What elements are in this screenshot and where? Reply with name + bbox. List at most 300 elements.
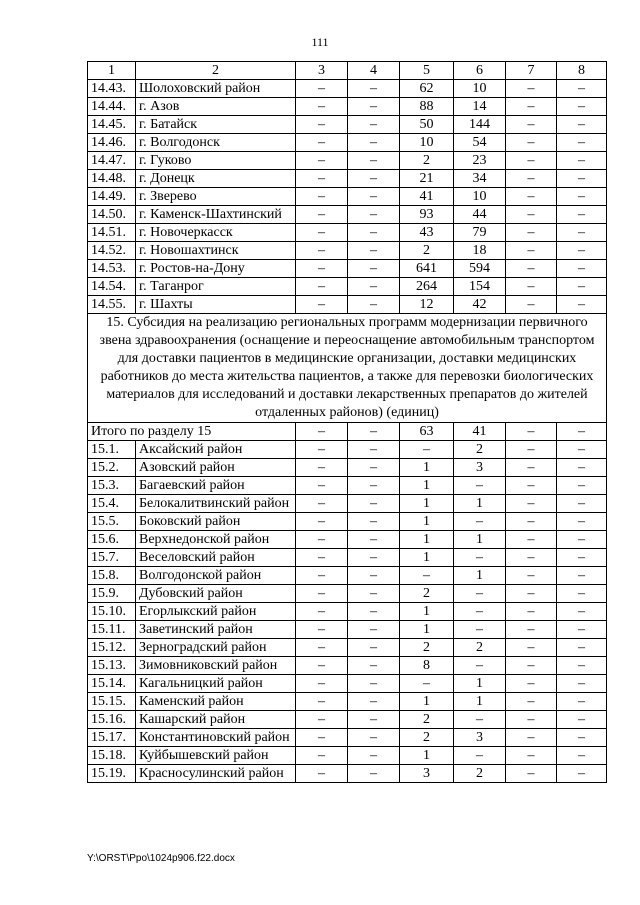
table-row [88,513,607,531]
column-number-cell: 6 [454,62,506,80]
value-cell: 154 [454,278,506,296]
district-name-cell: г. Донецк [136,170,296,188]
value-cell: – [557,423,607,441]
value-cell: – [400,567,454,585]
section-title-row [88,314,607,423]
value-cell: – [296,260,348,278]
value-cell: – [506,477,557,495]
value-cell: – [506,621,557,639]
column-number-cell: 7 [506,62,557,80]
value-cell: – [296,296,348,314]
value-cell: – [557,188,607,206]
row-number-cell: 15.2. [88,459,136,477]
row-number-cell: 14.43. [88,80,136,98]
value-cell: – [454,549,506,567]
value-cell: – [557,296,607,314]
district-name-cell: г. Зверево [136,188,296,206]
table-row [88,639,607,657]
value-cell: – [296,729,348,747]
value-cell: – [506,134,557,152]
row-number-cell: 14.55. [88,296,136,314]
row-number-cell: 15.3. [88,477,136,495]
value-cell: – [348,657,400,675]
table-row [88,206,607,224]
section-total-label: Итого по разделу 15 [88,423,296,441]
district-name-cell: Белокалитвинский район [136,495,296,513]
value-cell: – [348,513,400,531]
value-cell: – [454,477,506,495]
row-number-cell: 15.10. [88,603,136,621]
value-cell: – [348,459,400,477]
district-name-cell: Константиновский район [136,729,296,747]
value-cell: – [348,621,400,639]
row-number-cell: 15.13. [88,657,136,675]
value-cell: – [454,747,506,765]
value-cell: – [506,639,557,657]
value-cell: – [557,477,607,495]
table-row [88,621,607,639]
section-15-title: 15. Субсидия на реализацию региональных программ модернизации первичного звена здравоохранения (оснащение и переоснащение автомобильным транспортом для доставки пациентов в медицинские организации, доставки медицинских работников до места жительства пациентов, а также для перевозки биологических материалов для исследований и доставки лекарственных препаратов до жителей отдаленных районов) (единиц) [88,314,607,423]
value-cell: 43 [400,224,454,242]
value-cell: – [506,603,557,621]
value-cell: 1 [400,621,454,639]
value-cell: – [506,657,557,675]
value-cell: – [296,549,348,567]
district-name-cell: Заветинский район [136,621,296,639]
value-cell: – [557,224,607,242]
table-row [88,296,607,314]
value-cell: – [506,459,557,477]
page-number: 111 [311,35,329,49]
value-cell: 3 [454,729,506,747]
value-cell: – [348,224,400,242]
row-number-cell: 14.53. [88,260,136,278]
value-cell: – [348,603,400,621]
value-cell: 2 [400,242,454,260]
district-name-cell: г. Новочеркасск [136,224,296,242]
column-number-cell: 5 [400,62,454,80]
value-cell: – [296,441,348,459]
value-cell: – [557,531,607,549]
district-name-cell: Шолоховский район [136,80,296,98]
value-cell: – [296,278,348,296]
district-name-cell: Аксайский район [136,441,296,459]
value-cell: 34 [454,170,506,188]
value-cell: – [506,729,557,747]
table-row [88,693,607,711]
table-row [88,242,607,260]
row-number-cell: 15.6. [88,531,136,549]
row-number-cell: 15.9. [88,585,136,603]
table-row [88,585,607,603]
row-number-cell: 15.18. [88,747,136,765]
value-cell: – [296,170,348,188]
district-name-cell: Кашарский район [136,711,296,729]
value-cell: 2 [454,441,506,459]
value-cell: – [557,675,607,693]
value-cell: – [296,206,348,224]
value-cell: – [348,278,400,296]
row-number-cell: 15.16. [88,711,136,729]
row-number-cell: 14.45. [88,116,136,134]
value-cell: 62 [400,80,454,98]
district-name-cell: г. Гуково [136,152,296,170]
value-cell: – [557,242,607,260]
value-cell: 1 [400,495,454,513]
column-number-cell: 1 [88,62,136,80]
value-cell: – [506,260,557,278]
table-row [88,116,607,134]
value-cell: – [506,747,557,765]
district-name-cell: г. Шахты [136,296,296,314]
table-row [88,747,607,765]
value-cell: – [348,80,400,98]
value-cell: – [348,729,400,747]
table-row [88,531,607,549]
district-name-cell: Егорлыкский район [136,603,296,621]
value-cell: – [506,693,557,711]
value-cell: – [454,711,506,729]
value-cell: – [506,675,557,693]
value-cell: – [454,657,506,675]
value-cell: – [557,152,607,170]
value-cell: 10 [454,188,506,206]
value-cell: – [296,224,348,242]
value-cell: 1 [454,531,506,549]
table-row [88,711,607,729]
value-cell: – [506,116,557,134]
value-cell: – [557,170,607,188]
value-cell: – [296,134,348,152]
value-cell: 264 [400,278,454,296]
column-number-cell: 4 [348,62,400,80]
value-cell: – [506,188,557,206]
district-name-cell: г. Батайск [136,116,296,134]
value-cell: – [557,585,607,603]
value-cell: 1 [400,459,454,477]
row-number-cell: 14.48. [88,170,136,188]
value-cell: – [557,459,607,477]
table-row [88,567,607,585]
value-cell: – [296,116,348,134]
district-name-cell: Азовский район [136,459,296,477]
district-name-cell: г. Волгодонск [136,134,296,152]
value-cell: – [506,549,557,567]
district-name-cell: Дубовский район [136,585,296,603]
value-cell: – [557,98,607,116]
value-cell: 1 [400,531,454,549]
value-cell: – [557,621,607,639]
value-cell: – [506,495,557,513]
section-total-row [88,423,607,441]
row-number-cell: 14.51. [88,224,136,242]
value-cell: – [296,603,348,621]
table-row [88,278,607,296]
value-cell: 641 [400,260,454,278]
value-cell: 14 [454,98,506,116]
value-cell: 1 [400,747,454,765]
value-cell: – [557,711,607,729]
value-cell: – [506,296,557,314]
value-cell: – [557,639,607,657]
row-number-cell: 14.46. [88,134,136,152]
value-cell: – [557,747,607,765]
table-row [88,170,607,188]
district-name-cell: Боковский район [136,513,296,531]
district-name-cell: Зимовниковский район [136,657,296,675]
value-cell: – [296,711,348,729]
table-row [88,188,607,206]
value-cell: 41 [454,423,506,441]
value-cell: 50 [400,116,454,134]
value-cell: – [557,80,607,98]
row-number-cell: 15.1. [88,441,136,459]
table-row [88,224,607,242]
subsidy-table [87,61,607,783]
value-cell: – [296,80,348,98]
value-cell: – [296,585,348,603]
table-row [88,477,607,495]
value-cell: – [296,531,348,549]
value-cell: – [557,603,607,621]
value-cell: 594 [454,260,506,278]
value-cell: – [506,170,557,188]
value-cell: – [348,170,400,188]
value-cell: – [296,693,348,711]
row-number-cell: 15.11. [88,621,136,639]
value-cell: – [296,152,348,170]
value-cell: – [348,567,400,585]
value-cell: 2 [400,711,454,729]
value-cell: – [348,206,400,224]
value-cell: – [296,513,348,531]
value-cell: 1 [454,693,506,711]
column-number-cell: 8 [557,62,607,80]
value-cell: – [454,585,506,603]
value-cell: 8 [400,657,454,675]
value-cell: 10 [400,134,454,152]
value-cell: 1 [454,567,506,585]
value-cell: – [348,423,400,441]
row-number-cell: 15.5. [88,513,136,531]
value-cell: – [506,80,557,98]
row-number-cell: 15.14. [88,675,136,693]
table-row [88,260,607,278]
value-cell: 12 [400,296,454,314]
value-cell: 79 [454,224,506,242]
district-name-cell: г. Азов [136,98,296,116]
district-name-cell: г. Ростов-на-Дону [136,260,296,278]
table-row [88,549,607,567]
column-number-cell: 3 [296,62,348,80]
value-cell: – [454,513,506,531]
value-cell: – [506,513,557,531]
value-cell: – [348,747,400,765]
district-name-cell: Веселовский район [136,549,296,567]
row-number-cell: 14.50. [88,206,136,224]
value-cell: 3 [400,765,454,783]
value-cell: – [296,459,348,477]
column-number-row [88,62,607,80]
value-cell: – [296,621,348,639]
value-cell: – [557,693,607,711]
value-cell: – [296,242,348,260]
value-cell: 2 [454,765,506,783]
table-row [88,675,607,693]
value-cell: 2 [400,585,454,603]
value-cell: 63 [400,423,454,441]
value-cell: – [348,116,400,134]
footer-file-path: Y:\ORST\Ppo\1024p906.f22.docx [87,853,235,864]
value-cell: – [348,296,400,314]
value-cell: – [296,639,348,657]
value-cell: – [348,98,400,116]
district-name-cell: Куйбышевский район [136,747,296,765]
value-cell: – [454,621,506,639]
table-row [88,657,607,675]
value-cell: 1 [400,693,454,711]
value-cell: – [557,495,607,513]
table-row [88,729,607,747]
value-cell: – [557,567,607,585]
value-cell: – [506,152,557,170]
value-cell: 10 [454,80,506,98]
value-cell: 1 [400,603,454,621]
value-cell: – [557,657,607,675]
table-row [88,134,607,152]
row-number-cell: 15.7. [88,549,136,567]
table-row [88,152,607,170]
value-cell: – [400,675,454,693]
value-cell: – [506,224,557,242]
value-cell: – [506,567,557,585]
value-cell: – [557,765,607,783]
value-cell: 2 [400,729,454,747]
table-row [88,98,607,116]
value-cell: – [348,134,400,152]
value-cell: – [506,441,557,459]
row-number-cell: 15.8. [88,567,136,585]
value-cell: – [348,495,400,513]
value-cell: – [400,441,454,459]
value-cell: 41 [400,188,454,206]
district-name-cell: Волгодонской район [136,567,296,585]
district-name-cell: Кагальницкий район [136,675,296,693]
value-cell: – [296,98,348,116]
table-row [88,495,607,513]
value-cell: – [506,711,557,729]
value-cell: – [506,531,557,549]
value-cell: – [296,423,348,441]
district-name-cell: Верхнедонской район [136,531,296,549]
value-cell: 2 [400,639,454,657]
value-cell: – [296,657,348,675]
value-cell: – [348,549,400,567]
value-cell: – [348,441,400,459]
value-cell: – [348,585,400,603]
value-cell: – [296,477,348,495]
value-cell: – [557,206,607,224]
value-cell: 21 [400,170,454,188]
district-name-cell: Зерноградский район [136,639,296,657]
value-cell: 54 [454,134,506,152]
value-cell: 23 [454,152,506,170]
table-row [88,603,607,621]
value-cell: 1 [454,675,506,693]
value-cell: 1 [454,495,506,513]
value-cell: – [557,116,607,134]
row-number-cell: 15.4. [88,495,136,513]
value-cell: 1 [400,477,454,495]
value-cell: 1 [400,549,454,567]
district-name-cell: г. Таганрог [136,278,296,296]
value-cell: – [506,242,557,260]
value-cell: – [348,152,400,170]
value-cell: – [348,639,400,657]
value-cell: – [506,98,557,116]
value-cell: – [296,675,348,693]
value-cell: 93 [400,206,454,224]
value-cell: 2 [400,152,454,170]
value-cell: – [557,729,607,747]
value-cell: – [348,260,400,278]
district-name-cell: Багаевский район [136,477,296,495]
value-cell: 18 [454,242,506,260]
value-cell: – [506,423,557,441]
district-name-cell: Красносулинский район [136,765,296,783]
row-number-cell: 14.54. [88,278,136,296]
value-cell: – [506,585,557,603]
row-number-cell: 14.44. [88,98,136,116]
value-cell: – [348,675,400,693]
value-cell: 3 [454,459,506,477]
value-cell: – [557,549,607,567]
value-cell: – [348,188,400,206]
value-cell: – [506,765,557,783]
value-cell: 144 [454,116,506,134]
district-name-cell: Каменский район [136,693,296,711]
value-cell: – [348,477,400,495]
value-cell: – [506,206,557,224]
value-cell: – [296,765,348,783]
value-cell: – [348,693,400,711]
value-cell: – [348,531,400,549]
value-cell: – [557,513,607,531]
row-number-cell: 15.19. [88,765,136,783]
value-cell: 1 [400,513,454,531]
value-cell: 42 [454,296,506,314]
row-number-cell: 15.12. [88,639,136,657]
value-cell: – [296,747,348,765]
row-number-cell: 15.17. [88,729,136,747]
row-number-cell: 14.52. [88,242,136,260]
value-cell: – [557,134,607,152]
value-cell: – [557,260,607,278]
value-cell: – [296,495,348,513]
value-cell: – [557,278,607,296]
value-cell: – [454,603,506,621]
table-row [88,765,607,783]
column-number-cell: 2 [136,62,296,80]
table-row [88,80,607,98]
table-row [88,441,607,459]
table-row [88,459,607,477]
value-cell: – [506,278,557,296]
value-cell: – [348,242,400,260]
value-cell: – [348,711,400,729]
value-cell: – [557,441,607,459]
value-cell: – [348,765,400,783]
